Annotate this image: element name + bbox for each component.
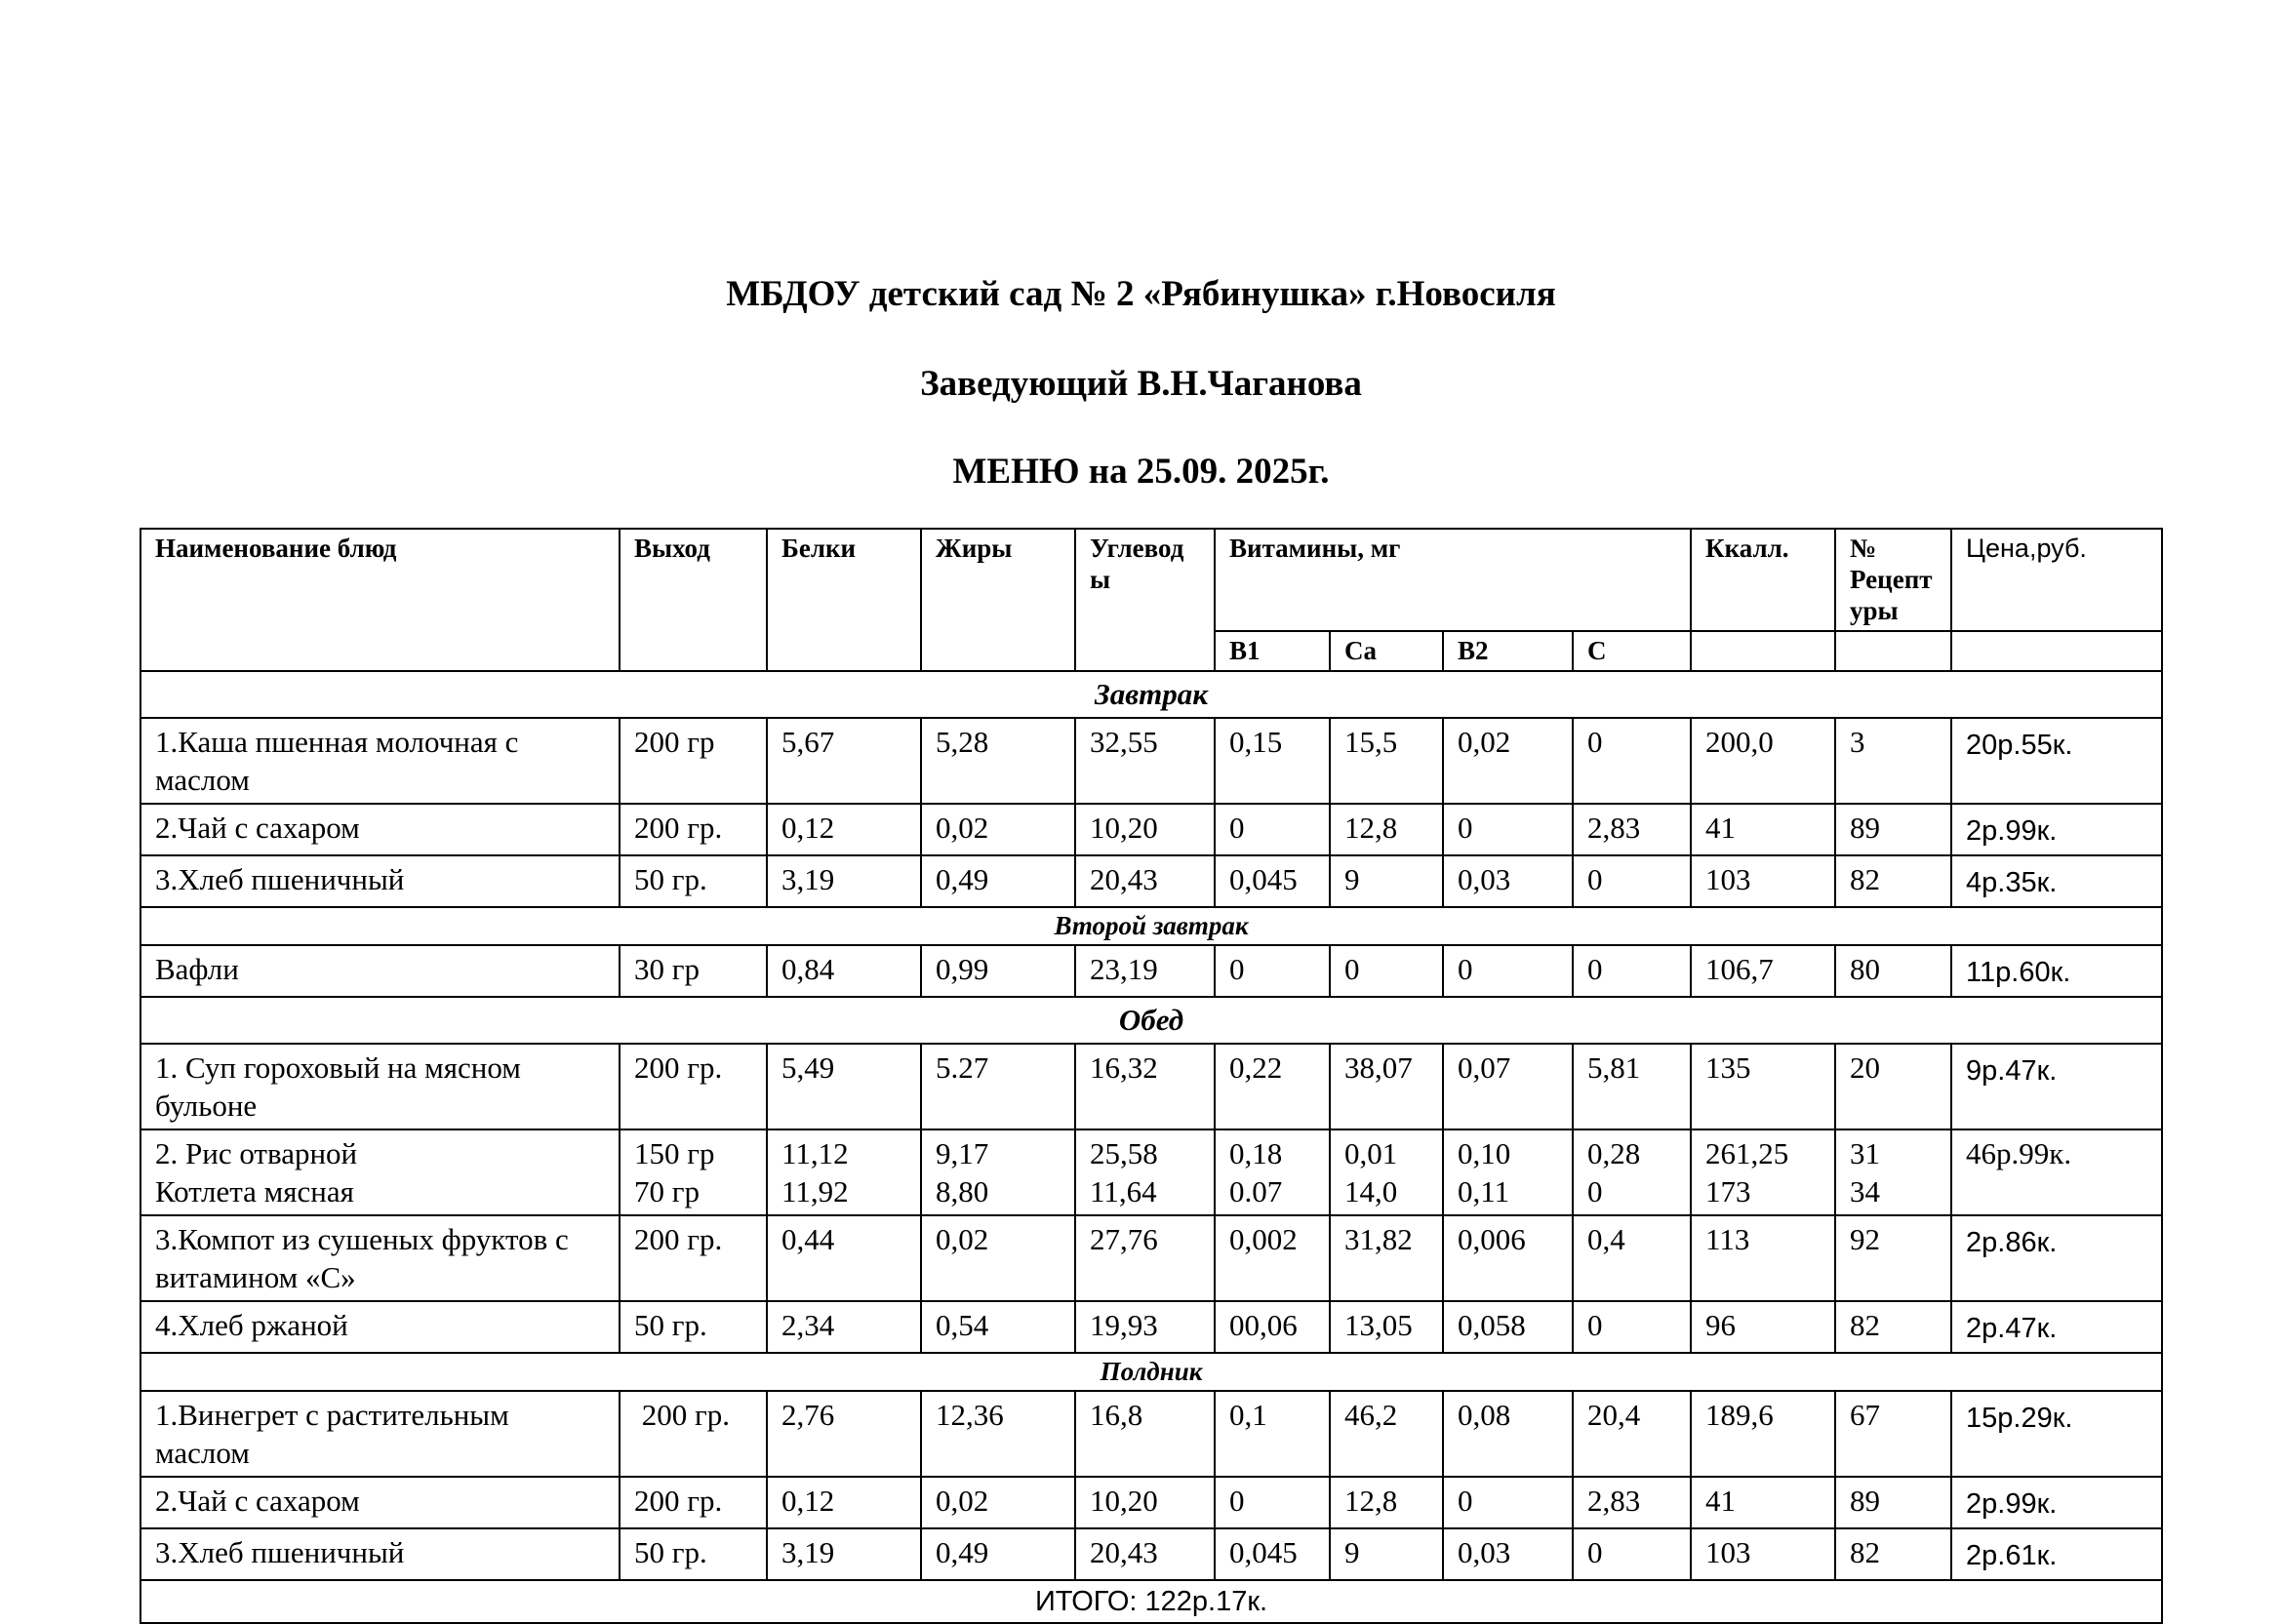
dish-ca: 12,8 [1330, 1477, 1443, 1528]
col-price-empty [1951, 631, 2162, 671]
dish-b1: 0,1 [1215, 1391, 1330, 1477]
dish-price: 46р.99к. [1951, 1129, 2162, 1215]
dish-fat [921, 1129, 1075, 1215]
dish-carbs: 27,76 [1075, 1215, 1215, 1301]
dish-carbs: 32,55 [1075, 718, 1215, 804]
dish-output: 200 гр. [620, 1215, 767, 1301]
dish-b1: 0,045 [1215, 1528, 1330, 1580]
dish-fat: 12,36 [921, 1391, 1075, 1477]
dish-c: 0 [1573, 1301, 1691, 1353]
dish-fat: 0,54 [921, 1301, 1075, 1353]
dish-kcal: 106,7 [1691, 945, 1835, 997]
org-title: МБДОУ детский сад № 2 «Рябинушка» г.Новосиля [726, 274, 1556, 314]
dish-ca: 38,07 [1330, 1044, 1443, 1129]
head-title: Заведующий В.Н.Чаганова [920, 364, 1362, 404]
dish-b1: 00,06 [1215, 1301, 1330, 1353]
dish-output-line: 70 гр [634, 1174, 700, 1208]
dish-recipe: 82 [1835, 1301, 1951, 1353]
dish-price: 2р.99к. [1951, 1477, 2162, 1528]
dish-output: 200 гр. [620, 1391, 767, 1477]
dish-b2: 0,03 [1443, 855, 1573, 907]
dish-output: 200 гр. [620, 1477, 767, 1528]
dish-name: 1. Суп гороховый на мясном бульоне [140, 1044, 620, 1129]
dish-b2: 0,07 [1443, 1044, 1573, 1129]
dish-kcal: 103 [1691, 1528, 1835, 1580]
dish-b1-line: 0,18 [1229, 1136, 1283, 1170]
col-c: C [1573, 631, 1691, 671]
dish-carbs [1075, 1129, 1215, 1215]
dish-kcal: 135 [1691, 1044, 1835, 1129]
dish-carbs: 23,19 [1075, 945, 1215, 997]
dish-protein: 0,12 [767, 1477, 921, 1528]
dish-carbs: 10,20 [1075, 804, 1215, 855]
dish-name-line: Котлета мясная [155, 1174, 354, 1208]
col-b1: B1 [1215, 631, 1330, 671]
dish-b2: 0,03 [1443, 1528, 1573, 1580]
dish-fat: 0,02 [921, 804, 1075, 855]
dish-kcal [1691, 1129, 1835, 1215]
dish-output: 30 гр [620, 945, 767, 997]
dish-price: 2р.99к. [1951, 804, 2162, 855]
dish-name: 4.Хлеб ржаной [140, 1301, 620, 1353]
dish-ca-line: 14,0 [1344, 1174, 1398, 1208]
dish-kcal: 96 [1691, 1301, 1835, 1353]
dish-carbs: 16,8 [1075, 1391, 1215, 1477]
dish-ca-line: 0,01 [1344, 1136, 1398, 1170]
dish-b1: 0 [1215, 804, 1330, 855]
col-protein: Белки [767, 529, 921, 671]
section-second-breakfast [140, 907, 2162, 945]
col-vitamins: Витамины, мг [1215, 529, 1691, 631]
dish-b2: 0 [1443, 804, 1573, 855]
dish-price: 9р.47к. [1951, 1044, 2162, 1129]
dish-ca: 0 [1330, 945, 1443, 997]
dish-price: 2р.61к. [1951, 1528, 2162, 1580]
dish-fat: 5.27 [921, 1044, 1075, 1129]
table-row [140, 945, 2162, 997]
dish-protein [767, 1129, 921, 1215]
dish-price: 11р.60к. [1951, 945, 2162, 997]
dish-recipe: 3 [1835, 718, 1951, 804]
table-row [140, 1528, 2162, 1580]
dish-fat: 0,99 [921, 945, 1075, 997]
dish-protein: 2,34 [767, 1301, 921, 1353]
dish-c: 0,4 [1573, 1215, 1691, 1301]
header-row [140, 529, 2162, 631]
dish-recipe: 92 [1835, 1215, 1951, 1301]
dish-b1: 0 [1215, 945, 1330, 997]
dish-kcal-line: 261,25 [1705, 1136, 1789, 1170]
dish-price: 2р.47к. [1951, 1301, 2162, 1353]
col-carbs: Углевод ы [1075, 529, 1215, 671]
total-value: ИТОГО: 122р.17к. [140, 1580, 2162, 1623]
dish-name: 3.Компот из сушеных фруктов с витамином «С» [140, 1215, 620, 1301]
dish-protein-line: 11,12 [781, 1136, 849, 1170]
dish-ca: 9 [1330, 1528, 1443, 1580]
dish-kcal: 200,0 [1691, 718, 1835, 804]
dish-name: 3.Хлеб пшеничный [140, 1528, 620, 1580]
section-title: Обед [140, 997, 2162, 1044]
dish-kcal: 189,6 [1691, 1391, 1835, 1477]
dish-recipe: 89 [1835, 804, 1951, 855]
dish-fat: 0,02 [921, 1215, 1075, 1301]
section-title: Завтрак [140, 671, 2162, 718]
dish-output: 50 гр. [620, 1301, 767, 1353]
dish-name-line: 2. Рис отварной [155, 1136, 358, 1170]
col-ca: Ca [1330, 631, 1443, 671]
menu-title: МЕНЮ на 25.09. 2025г. [952, 452, 1330, 492]
dish-recipe [1835, 1129, 1951, 1215]
dish-price: 20р.55к. [1951, 718, 2162, 804]
dish-fat-line: 8,80 [936, 1174, 989, 1208]
dish-name: 3.Хлеб пшеничный [140, 855, 620, 907]
dish-output: 200 гр. [620, 804, 767, 855]
dish-b2: 0,02 [1443, 718, 1573, 804]
dish-b2: 0,058 [1443, 1301, 1573, 1353]
table-row [140, 1477, 2162, 1528]
section-lunch [140, 997, 2162, 1044]
dish-name: 1.Каша пшенная молочная с маслом [140, 718, 620, 804]
col-b2: B2 [1443, 631, 1573, 671]
dish-protein: 5,67 [767, 718, 921, 804]
dish-protein: 3,19 [767, 1528, 921, 1580]
section-breakfast [140, 671, 2162, 718]
dish-recipe: 80 [1835, 945, 1951, 997]
dish-fat-line: 9,17 [936, 1136, 989, 1170]
dish-protein: 3,19 [767, 855, 921, 907]
table-row [140, 1044, 2162, 1129]
dish-kcal: 103 [1691, 855, 1835, 907]
table-row [140, 804, 2162, 855]
dish-b2 [1443, 1129, 1573, 1215]
dish-protein: 2,76 [767, 1391, 921, 1477]
section-title: Второй завтрак [140, 907, 2162, 945]
dish-c: 5,81 [1573, 1044, 1691, 1129]
dish-kcal: 41 [1691, 804, 1835, 855]
dish-kcal: 113 [1691, 1215, 1835, 1301]
dish-c-line: 0 [1587, 1174, 1603, 1208]
dish-fat: 0,02 [921, 1477, 1075, 1528]
dish-b2: 0 [1443, 945, 1573, 997]
table-row [140, 1129, 2162, 1215]
dish-protein: 5,49 [767, 1044, 921, 1129]
dish-output: 200 гр [620, 718, 767, 804]
col-recipe-empty [1835, 631, 1951, 671]
dish-b2-line: 0,11 [1458, 1174, 1510, 1208]
dish-c: 2,83 [1573, 1477, 1691, 1528]
dish-name: 1.Винегрет с растительным маслом [140, 1391, 620, 1477]
dish-carbs: 16,32 [1075, 1044, 1215, 1129]
dish-price: 2р.86к. [1951, 1215, 2162, 1301]
dish-output: 50 гр. [620, 855, 767, 907]
dish-c: 0 [1573, 1528, 1691, 1580]
dish-protein: 0,84 [767, 945, 921, 997]
dish-output: 200 гр. [620, 1044, 767, 1129]
dish-carbs: 19,93 [1075, 1301, 1215, 1353]
dish-protein: 0,44 [767, 1215, 921, 1301]
dish-fat: 5,28 [921, 718, 1075, 804]
section-title: Полдник [140, 1353, 2162, 1391]
dish-name: 2.Чай с сахаром [140, 1477, 620, 1528]
dish-protein: 0,12 [767, 804, 921, 855]
dish-ca: 12,8 [1330, 804, 1443, 855]
dish-price: 15р.29к. [1951, 1391, 2162, 1477]
table-row [140, 1391, 2162, 1477]
dish-recipe-line: 34 [1850, 1174, 1881, 1208]
dish-recipe: 89 [1835, 1477, 1951, 1528]
dish-recipe: 82 [1835, 855, 1951, 907]
dish-c-line: 0,28 [1587, 1136, 1641, 1170]
dish-ca: 15,5 [1330, 718, 1443, 804]
dish-fat: 0,49 [921, 1528, 1075, 1580]
dish-c [1573, 1129, 1691, 1215]
dish-ca: 9 [1330, 855, 1443, 907]
dish-b1: 0,22 [1215, 1044, 1330, 1129]
dish-recipe-line: 31 [1850, 1136, 1881, 1170]
dish-recipe: 82 [1835, 1528, 1951, 1580]
col-output: Выход [620, 529, 767, 671]
dish-b1: 0,045 [1215, 855, 1330, 907]
dish-c: 20,4 [1573, 1391, 1691, 1477]
dish-recipe: 20 [1835, 1044, 1951, 1129]
col-fat: Жиры [921, 529, 1075, 671]
dish-b1: 0 [1215, 1477, 1330, 1528]
dish-b2-line: 0,10 [1458, 1136, 1511, 1170]
dish-name: Вафли [140, 945, 620, 997]
dish-c: 0 [1573, 945, 1691, 997]
menu-table [140, 528, 2163, 1624]
table-row [140, 1215, 2162, 1301]
dish-price: 4р.35к. [1951, 855, 2162, 907]
dish-carbs-line: 25,58 [1090, 1136, 1158, 1170]
col-kcal: Ккалл. [1691, 529, 1835, 631]
dish-carbs-line: 11,64 [1090, 1174, 1157, 1208]
dish-protein-line: 11,92 [781, 1174, 849, 1208]
dish-carbs: 20,43 [1075, 1528, 1215, 1580]
dish-c: 0 [1573, 718, 1691, 804]
dish-output-line: 150 гр [634, 1136, 715, 1170]
col-recipe: № Рецепт уры [1835, 529, 1951, 631]
dish-output: 50 гр. [620, 1528, 767, 1580]
dish-c: 0 [1573, 855, 1691, 907]
table-row [140, 1301, 2162, 1353]
dish-carbs: 10,20 [1075, 1477, 1215, 1528]
dish-fat: 0,49 [921, 855, 1075, 907]
dish-recipe: 67 [1835, 1391, 1951, 1477]
col-kcal-empty [1691, 631, 1835, 671]
dish-b1 [1215, 1129, 1330, 1215]
dish-kcal-line: 173 [1705, 1174, 1751, 1208]
table-row [140, 855, 2162, 907]
table-row [140, 718, 2162, 804]
dish-carbs: 20,43 [1075, 855, 1215, 907]
dish-b1: 0,15 [1215, 718, 1330, 804]
dish-b2: 0 [1443, 1477, 1573, 1528]
total-row [140, 1580, 2162, 1623]
dish-b2: 0,08 [1443, 1391, 1573, 1477]
dish-ca: 31,82 [1330, 1215, 1443, 1301]
col-name: Наименование блюд [140, 529, 620, 671]
dish-b1: 0,002 [1215, 1215, 1330, 1301]
dish-kcal: 41 [1691, 1477, 1835, 1528]
dish-b2: 0,006 [1443, 1215, 1573, 1301]
dish-b1-line: 0.07 [1229, 1174, 1283, 1208]
dish-name [140, 1129, 620, 1215]
col-price: Цена,руб. [1951, 529, 2162, 631]
dish-ca [1330, 1129, 1443, 1215]
dish-c: 2,83 [1573, 804, 1691, 855]
section-snack [140, 1353, 2162, 1391]
dish-output [620, 1129, 767, 1215]
dish-name: 2.Чай с сахаром [140, 804, 620, 855]
dish-ca: 46,2 [1330, 1391, 1443, 1477]
dish-ca: 13,05 [1330, 1301, 1443, 1353]
